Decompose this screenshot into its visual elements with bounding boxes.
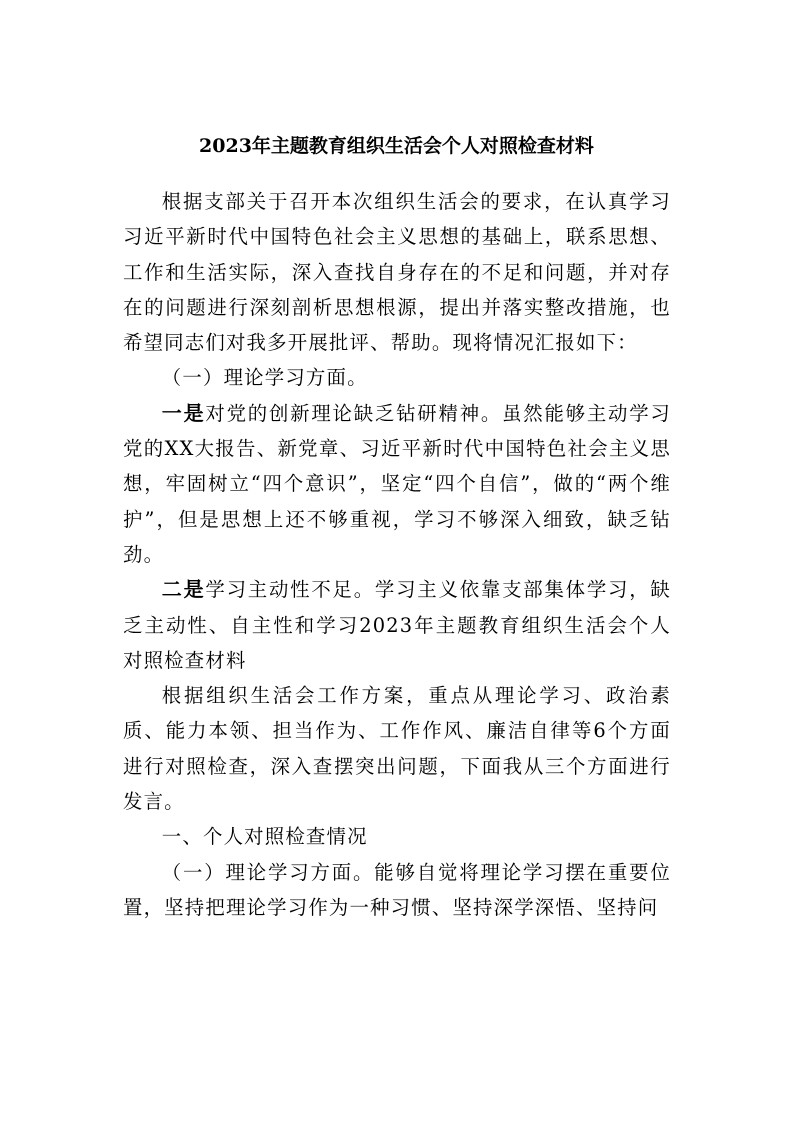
paragraph-point-one — [123, 396, 671, 572]
paragraph-section-heading-theory — [123, 360, 671, 395]
paragraph-plan — [123, 678, 671, 819]
paragraph-theory-detail — [123, 855, 671, 926]
paragraph-text: （一）理论学习方面。能够自觉将理论学习摆在重要位置，坚持把理论学习作为一种习惯、坚持深学深悟、坚持问 — [123, 860, 671, 919]
paragraph-text: 一、个人对照检查情况 — [161, 825, 368, 849]
paragraph-text: 对党的创新理论缺乏钻研精神。虽然能够主动学习党的XX大报告、新党章、习近平新时代中国特色社会主义思想，牢固树立“四个意识”，坚定“四个自信”，做的“两个维护”，但是思想上还不够重视，学习不够深入细致，缺乏钻劲。 — [123, 401, 671, 566]
paragraph-text: 根据组织生活会工作方案，重点从理论学习、政治素质、能力本领、担当作为、工作作风、廉洁自律等6个方面进行对照检查，深入查摆突出问题，下面我从三个方面进行发言。 — [123, 684, 671, 814]
paragraph-lead: 二是 — [161, 577, 206, 602]
paragraph-section-heading-personal — [123, 819, 671, 854]
paragraph-text: （一）理论学习方面。 — [161, 366, 368, 390]
paragraph-lead: 一是 — [161, 400, 206, 425]
paragraph-text: 学习主动性不足。学习主义依靠支部集体学习，缺乏主动性、自主性和学习2023年主题教育组织生活会个人对照检查材料 — [123, 578, 671, 672]
document-body — [123, 184, 671, 925]
document-title: 2023年主题教育组织生活会个人对照检查材料 — [199, 135, 594, 157]
paragraph-intro — [123, 184, 671, 360]
paragraph-text: 根据支部关于召开本次组织生活会的要求，在认真学习习近平新时代中国特色社会主义思想的基础上，联系思想、工作和生活实际，深入查找自身存在的不足和问题，并对存在的问题进行深刻剖析思想根源，提出并落实整改措施，也希望同志们对我多开展批评、帮助。现将情况汇报如下： — [123, 190, 671, 355]
paragraph-point-two — [123, 572, 671, 678]
